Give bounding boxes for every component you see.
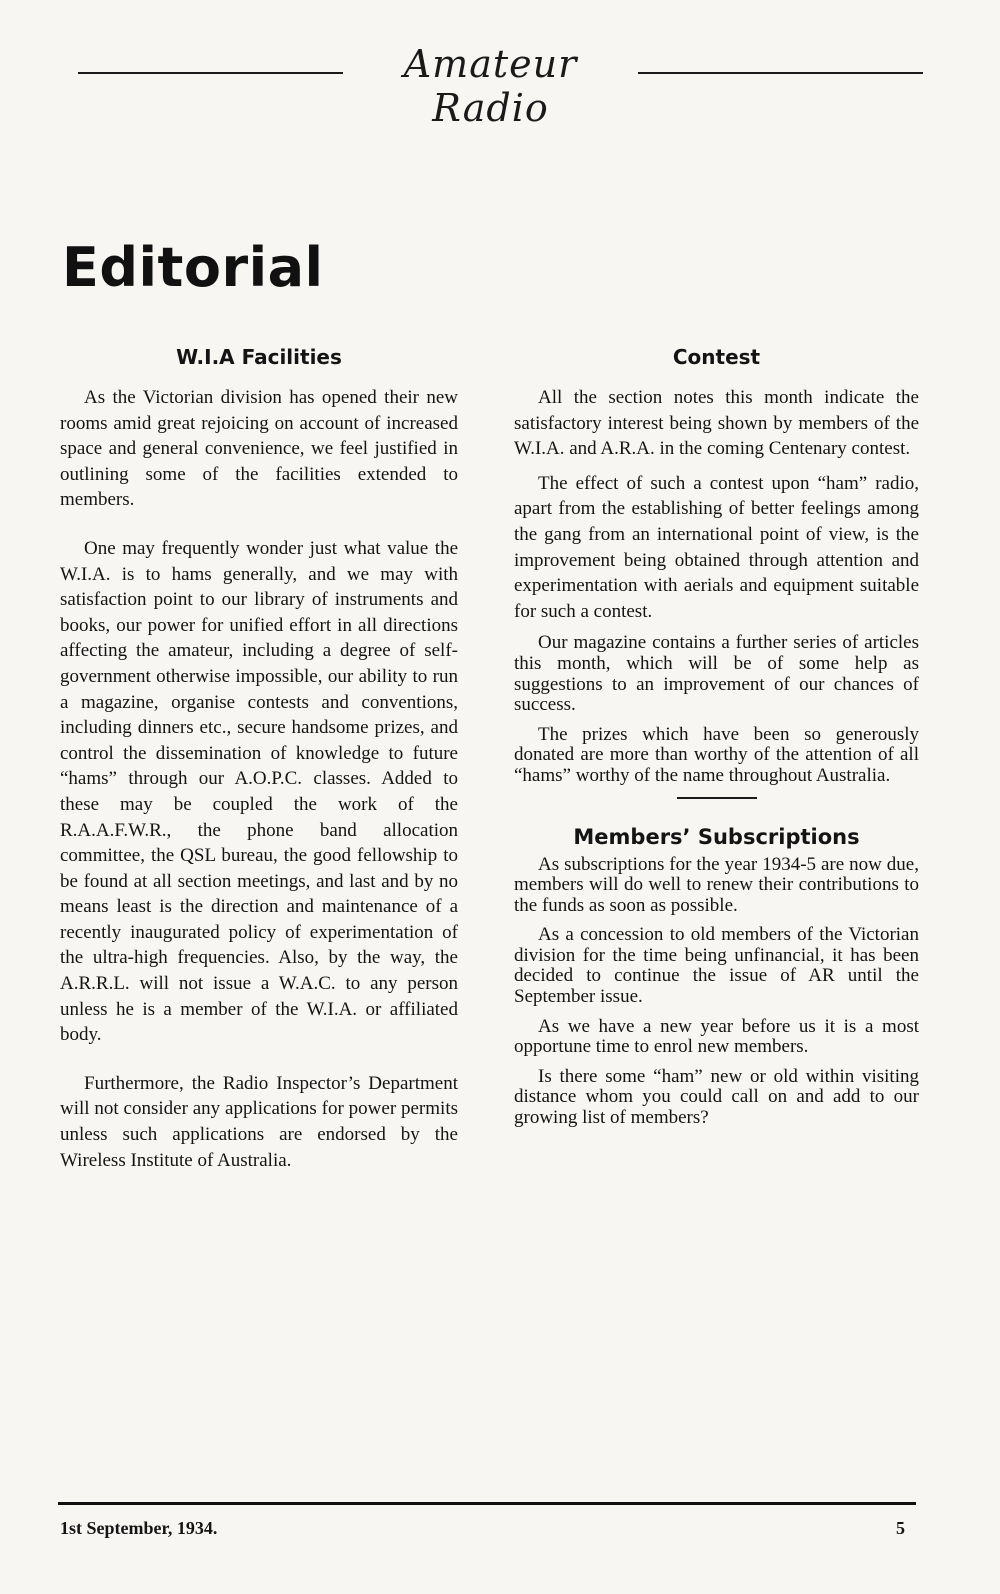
section-heading-members-subscriptions: Members’ Subscriptions <box>573 824 860 849</box>
left-column <box>60 345 458 1196</box>
paragraph: Is there some “ham” new or old within visiting distance whom you could call on and add to our growing list of members? <box>514 1065 919 1129</box>
footer-date: 1st September, 1934. <box>60 1518 218 1538</box>
paragraph: As we have a new year before us it is a most opportune time to enrol new members. <box>514 1015 919 1058</box>
paragraph: As a concession to old members of the Victorian division for the time being unfinancial, it has been decided to continue the issue of AR until the September issue. <box>514 924 919 1008</box>
paragraph: As the Victorian division has opened their new rooms amid great rejoicing on account of increased space and general convenience, we feel justified in outlining some of the facilities extended to members. <box>60 387 458 511</box>
footer-rule <box>58 1502 916 1505</box>
page-title: Editorial <box>62 236 324 299</box>
section-divider <box>677 797 757 799</box>
paragraph: Furthermore, the Radio Inspector’s Department will not consider any applications for power permits unless such applications are endorsed by the Wireless Institute of Australia. <box>60 1072 458 1171</box>
masthead-rule-right <box>638 72 923 74</box>
paragraph: The effect of such a contest upon “ham” radio, apart from the establishing of better feelings among the gang from an international point of view, is the improvement being obtained through attention and experimentation with aerials and equipment suitable for such a contest. <box>514 472 919 622</box>
right-column <box>514 345 919 1138</box>
paragraph: All the section notes this month indicate the satisfactory interest being shown by members of the W.I.A. and A.R.A. in the coming Centenary contest. <box>514 387 919 460</box>
paragraph: As subscriptions for the year 1934-5 are now due, members will do well to renew their contributions to the funds as soon as possible. <box>514 853 919 916</box>
section-heading-contest: Contest <box>672 345 761 369</box>
paragraph: The prizes which have been so generously donated are more than worthy of the attention of all “hams” worthy of the name throughout Australia. <box>514 723 919 786</box>
paragraph: One may frequently wonder just what value the W.I.A. is to hams generally, and we may with satisfaction point to our library of instruments and books, our power for unified effort in all directions affecting the amateur, including a degree of self-government otherwise impossible, our ability to run a magazine, organise contests and conventions, including dinners etc., secure handsome prizes, and control the dissemination of knowledge to future “hams” through our A.O.P.C. classes. Added to these may be coupled the work of the R.A.A.F.W.R., the phone band allocation committee, the QSL bureau, the good fellowship to be found at all section meetings, and last and by no means least is the direction and maintenance of a recently inaugurated policy of experimentation of the ultra-high frequencies. Also, by the way, the A.R.R.L. will not issue a W.A.C. to any person unless he is a member of the W.I.A. or affiliated body. <box>60 537 458 1046</box>
masthead-rule-left <box>78 72 343 74</box>
paragraph: Our magazine contains a further series of articles this month, which will be of some help as suggestions to an improvement of our chances of success. <box>514 632 919 716</box>
masthead-title: Amateur Radio <box>403 42 578 130</box>
section-heading-wia-facilities: W.I.A Facilities <box>176 345 342 369</box>
masthead <box>78 40 923 130</box>
page-number: 5 <box>896 1518 905 1538</box>
